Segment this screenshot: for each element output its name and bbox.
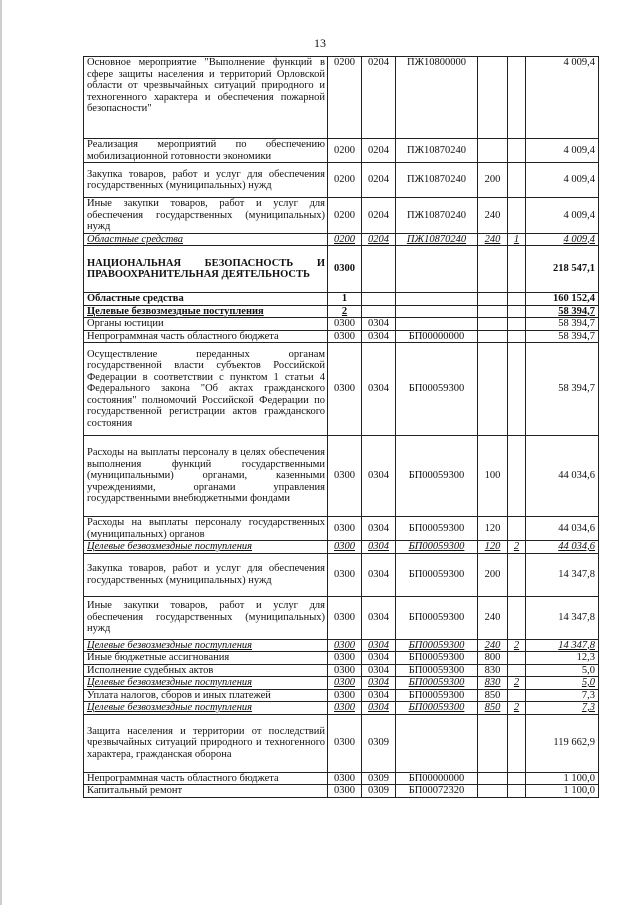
code-section: 0200 bbox=[328, 57, 362, 139]
code-expense-type bbox=[478, 714, 508, 772]
code-subsection: 0304 bbox=[362, 596, 396, 639]
amount: 4 009,4 bbox=[526, 163, 599, 198]
table-row bbox=[84, 702, 599, 715]
amount: 7,3 bbox=[526, 702, 599, 715]
code-expense-type: 830 bbox=[478, 677, 508, 690]
table-row bbox=[84, 639, 599, 652]
code-funding-source bbox=[508, 714, 526, 772]
code-target-article: ПЖ10870240 bbox=[396, 163, 478, 198]
code-section: 1 bbox=[328, 293, 362, 306]
code-section: 0300 bbox=[328, 714, 362, 772]
code-section: 0300 bbox=[328, 517, 362, 541]
amount: 14 347,8 bbox=[526, 596, 599, 639]
code-expense-type bbox=[478, 343, 508, 436]
amount: 58 394,7 bbox=[526, 305, 599, 318]
code-funding-source bbox=[508, 305, 526, 318]
code-target-article: БП00059300 bbox=[396, 596, 478, 639]
table-row bbox=[84, 305, 599, 318]
code-expense-type: 100 bbox=[478, 436, 508, 517]
row-name: НАЦИОНАЛЬНАЯ БЕЗОПАСНОСТЬ И ПРАВООХРАНИТЕЛЬНАЯ ДЕЯТЕЛЬНОСТЬ bbox=[84, 246, 328, 293]
amount: 58 394,7 bbox=[526, 343, 599, 436]
table-row bbox=[84, 139, 599, 163]
table-row bbox=[84, 163, 599, 198]
code-funding-source: 2 bbox=[508, 677, 526, 690]
code-subsection bbox=[362, 246, 396, 293]
code-funding-source bbox=[508, 436, 526, 517]
row-name: Иные закупки товаров, работ и услуг для обеспечения государственных (муниципальных) нужд bbox=[84, 198, 328, 234]
amount: 58 394,7 bbox=[526, 318, 599, 331]
amount: 44 034,6 bbox=[526, 541, 599, 554]
code-target-article: БП00059300 bbox=[396, 541, 478, 554]
code-section: 0200 bbox=[328, 139, 362, 163]
row-name: Непрограммная часть областного бюджета bbox=[84, 330, 328, 343]
code-target-article: БП00059300 bbox=[396, 664, 478, 677]
amount: 160 152,4 bbox=[526, 293, 599, 306]
code-target-article: БП00059300 bbox=[396, 677, 478, 690]
row-name: Защита населения и территории от последствий чрезвычайных ситуаций природного и техногенного характера, гражданская оборона bbox=[84, 714, 328, 772]
code-expense-type bbox=[478, 318, 508, 331]
code-section: 0200 bbox=[328, 233, 362, 246]
table-row bbox=[84, 785, 599, 798]
amount: 44 034,6 bbox=[526, 517, 599, 541]
table-row bbox=[84, 541, 599, 554]
code-subsection: 0309 bbox=[362, 714, 396, 772]
code-funding-source: 2 bbox=[508, 541, 526, 554]
code-target-article: БП00000000 bbox=[396, 330, 478, 343]
code-target-article bbox=[396, 293, 478, 306]
code-funding-source bbox=[508, 198, 526, 234]
table-row bbox=[84, 772, 599, 785]
row-name: Областные средства bbox=[84, 293, 328, 306]
code-funding-source bbox=[508, 664, 526, 677]
code-subsection: 0304 bbox=[362, 343, 396, 436]
code-target-article: БП00059300 bbox=[396, 553, 478, 596]
table-row bbox=[84, 652, 599, 665]
code-target-article: БП00059300 bbox=[396, 517, 478, 541]
row-name: Закупка товаров, работ и услуг для обеспечения государственных (муниципальных) нужд bbox=[84, 163, 328, 198]
code-target-article: ПЖ10870240 bbox=[396, 139, 478, 163]
amount: 5,0 bbox=[526, 677, 599, 690]
code-subsection: 0204 bbox=[362, 163, 396, 198]
code-expense-type bbox=[478, 57, 508, 139]
code-funding-source bbox=[508, 163, 526, 198]
code-expense-type bbox=[478, 293, 508, 306]
code-target-article bbox=[396, 714, 478, 772]
code-subsection bbox=[362, 305, 396, 318]
table-row bbox=[84, 714, 599, 772]
row-name: Реализация мероприятий по обеспечению мобилизационной готовности экономики bbox=[84, 139, 328, 163]
code-funding-source bbox=[508, 343, 526, 436]
code-funding-source: 2 bbox=[508, 639, 526, 652]
code-funding-source bbox=[508, 139, 526, 163]
amount: 14 347,8 bbox=[526, 639, 599, 652]
code-expense-type: 120 bbox=[478, 541, 508, 554]
table-row bbox=[84, 677, 599, 690]
code-section: 0300 bbox=[328, 541, 362, 554]
code-target-article bbox=[396, 318, 478, 331]
table-row bbox=[84, 689, 599, 702]
row-name: Исполнение судебных актов bbox=[84, 664, 328, 677]
amount: 4 009,4 bbox=[526, 139, 599, 163]
code-subsection: 0309 bbox=[362, 785, 396, 798]
code-target-article: БП00059300 bbox=[396, 436, 478, 517]
row-name: Иные закупки товаров, работ и услуг для обеспечения государственных (муниципальных) нужд bbox=[84, 596, 328, 639]
row-name: Областные средства bbox=[84, 233, 328, 246]
code-target-article: ПЖ10870240 bbox=[396, 198, 478, 234]
table-row bbox=[84, 246, 599, 293]
row-name: Расходы на выплаты персоналу в целях обеспечения выполнения функций государственными (муниципальными) органами, казенными учреждениями, органами управления государственными внебюджетными фондами bbox=[84, 436, 328, 517]
row-name: Капитальный ремонт bbox=[84, 785, 328, 798]
code-subsection: 0204 bbox=[362, 57, 396, 139]
code-expense-type: 240 bbox=[478, 198, 508, 234]
amount: 14 347,8 bbox=[526, 553, 599, 596]
row-name: Целевые безвозмездные поступления bbox=[84, 305, 328, 318]
code-section: 0300 bbox=[328, 343, 362, 436]
amount: 4 009,4 bbox=[526, 57, 599, 139]
row-name: Иные бюджетные ассигнования bbox=[84, 652, 328, 665]
code-subsection: 0304 bbox=[362, 318, 396, 331]
amount: 12,3 bbox=[526, 652, 599, 665]
page-number: 13 bbox=[314, 36, 326, 50]
code-target-article: ПЖ10800000 bbox=[396, 57, 478, 139]
table-row bbox=[84, 553, 599, 596]
table-row bbox=[84, 436, 599, 517]
table-row bbox=[84, 664, 599, 677]
row-name: Целевые безвозмездные поступления bbox=[84, 677, 328, 690]
row-name: Уплата налогов, сборов и иных платежей bbox=[84, 689, 328, 702]
code-funding-source bbox=[508, 57, 526, 139]
code-expense-type bbox=[478, 305, 508, 318]
code-funding-source bbox=[508, 517, 526, 541]
code-expense-type: 800 bbox=[478, 652, 508, 665]
row-name: Осуществление переданных органам государственной власти субъектов Российской Федерации в соответствии с пунктом 1 статьи 4 Федерального закона "Об актах гражданского состояния" полномочий Российской Федерации по государственной регистрации актов гражданского состояния bbox=[84, 343, 328, 436]
row-name: Органы юстиции bbox=[84, 318, 328, 331]
code-section: 0300 bbox=[328, 785, 362, 798]
row-name: Закупка товаров, работ и услуг для обеспечения государственных (муниципальных) нужд bbox=[84, 553, 328, 596]
code-subsection: 0204 bbox=[362, 198, 396, 234]
code-target-article bbox=[396, 246, 478, 293]
code-expense-type: 120 bbox=[478, 517, 508, 541]
code-expense-type bbox=[478, 139, 508, 163]
code-expense-type: 850 bbox=[478, 702, 508, 715]
row-name: Основное мероприятие "Выполнение функций в сфере защиты населения и территорий Орловской области от чрезвычайных ситуаций природного и техногенного характера и обеспечения пожарной безопасности" bbox=[84, 57, 328, 139]
code-expense-type bbox=[478, 785, 508, 798]
code-funding-source bbox=[508, 772, 526, 785]
code-funding-source: 1 bbox=[508, 233, 526, 246]
row-name: Расходы на выплаты персоналу государственных (муниципальных) органов bbox=[84, 517, 328, 541]
code-expense-type: 850 bbox=[478, 689, 508, 702]
table-row bbox=[84, 517, 599, 541]
code-section: 2 bbox=[328, 305, 362, 318]
table-row bbox=[84, 330, 599, 343]
row-name: Целевые безвозмездные поступления bbox=[84, 702, 328, 715]
code-subsection: 0309 bbox=[362, 772, 396, 785]
code-subsection: 0204 bbox=[362, 233, 396, 246]
budget-table bbox=[83, 56, 599, 798]
code-subsection: 0304 bbox=[362, 541, 396, 554]
code-target-article: БП00059300 bbox=[396, 689, 478, 702]
code-target-article: БП00072320 bbox=[396, 785, 478, 798]
code-expense-type: 240 bbox=[478, 233, 508, 246]
table-row bbox=[84, 293, 599, 306]
code-section: 0300 bbox=[328, 436, 362, 517]
code-section: 0300 bbox=[328, 596, 362, 639]
amount: 5,0 bbox=[526, 664, 599, 677]
amount: 58 394,7 bbox=[526, 330, 599, 343]
row-name: Целевые безвозмездные поступления bbox=[84, 639, 328, 652]
amount: 119 662,9 bbox=[526, 714, 599, 772]
code-section: 0200 bbox=[328, 163, 362, 198]
amount: 7,3 bbox=[526, 689, 599, 702]
amount: 1 100,0 bbox=[526, 785, 599, 798]
code-subsection: 0304 bbox=[362, 689, 396, 702]
table-row bbox=[84, 233, 599, 246]
code-funding-source bbox=[508, 785, 526, 798]
code-subsection: 0304 bbox=[362, 330, 396, 343]
code-section: 0300 bbox=[328, 330, 362, 343]
code-section: 0300 bbox=[328, 664, 362, 677]
row-name: Целевые безвозмездные поступления bbox=[84, 541, 328, 554]
code-section: 0300 bbox=[328, 553, 362, 596]
code-funding-source bbox=[508, 553, 526, 596]
code-target-article: БП00000000 bbox=[396, 772, 478, 785]
code-funding-source bbox=[508, 330, 526, 343]
code-subsection: 0304 bbox=[362, 652, 396, 665]
code-section: 0300 bbox=[328, 702, 362, 715]
row-name: Непрограммная часть областного бюджета bbox=[84, 772, 328, 785]
code-expense-type: 830 bbox=[478, 664, 508, 677]
code-funding-source bbox=[508, 293, 526, 306]
amount: 1 100,0 bbox=[526, 772, 599, 785]
code-funding-source: 2 bbox=[508, 702, 526, 715]
code-expense-type bbox=[478, 772, 508, 785]
table-row bbox=[84, 343, 599, 436]
code-subsection: 0204 bbox=[362, 139, 396, 163]
code-subsection bbox=[362, 293, 396, 306]
code-target-article: БП00059300 bbox=[396, 343, 478, 436]
table-row bbox=[84, 198, 599, 234]
code-expense-type: 200 bbox=[478, 553, 508, 596]
amount: 4 009,4 bbox=[526, 198, 599, 234]
code-expense-type: 240 bbox=[478, 596, 508, 639]
table-row bbox=[84, 57, 599, 139]
code-expense-type: 240 bbox=[478, 639, 508, 652]
code-subsection: 0304 bbox=[362, 664, 396, 677]
code-section: 0300 bbox=[328, 246, 362, 293]
code-funding-source bbox=[508, 246, 526, 293]
code-section: 0300 bbox=[328, 639, 362, 652]
code-funding-source bbox=[508, 596, 526, 639]
code-target-article: ПЖ10870240 bbox=[396, 233, 478, 246]
code-subsection: 0304 bbox=[362, 436, 396, 517]
code-funding-source bbox=[508, 318, 526, 331]
amount: 44 034,6 bbox=[526, 436, 599, 517]
code-target-article: БП00059300 bbox=[396, 702, 478, 715]
amount: 4 009,4 bbox=[526, 233, 599, 246]
code-section: 0200 bbox=[328, 198, 362, 234]
code-subsection: 0304 bbox=[362, 553, 396, 596]
table-row bbox=[84, 318, 599, 331]
code-subsection: 0304 bbox=[362, 702, 396, 715]
code-target-article: БП00059300 bbox=[396, 639, 478, 652]
code-section: 0300 bbox=[328, 689, 362, 702]
code-expense-type bbox=[478, 330, 508, 343]
table-row bbox=[84, 596, 599, 639]
code-target-article bbox=[396, 305, 478, 318]
scan-edge bbox=[0, 0, 2, 905]
code-subsection: 0304 bbox=[362, 517, 396, 541]
code-section: 0300 bbox=[328, 652, 362, 665]
code-section: 0300 bbox=[328, 318, 362, 331]
code-funding-source bbox=[508, 652, 526, 665]
code-section: 0300 bbox=[328, 677, 362, 690]
code-section: 0300 bbox=[328, 772, 362, 785]
code-subsection: 0304 bbox=[362, 639, 396, 652]
code-subsection: 0304 bbox=[362, 677, 396, 690]
code-expense-type bbox=[478, 246, 508, 293]
code-expense-type: 200 bbox=[478, 163, 508, 198]
amount: 218 547,1 bbox=[526, 246, 599, 293]
code-target-article: БП00059300 bbox=[396, 652, 478, 665]
code-funding-source bbox=[508, 689, 526, 702]
